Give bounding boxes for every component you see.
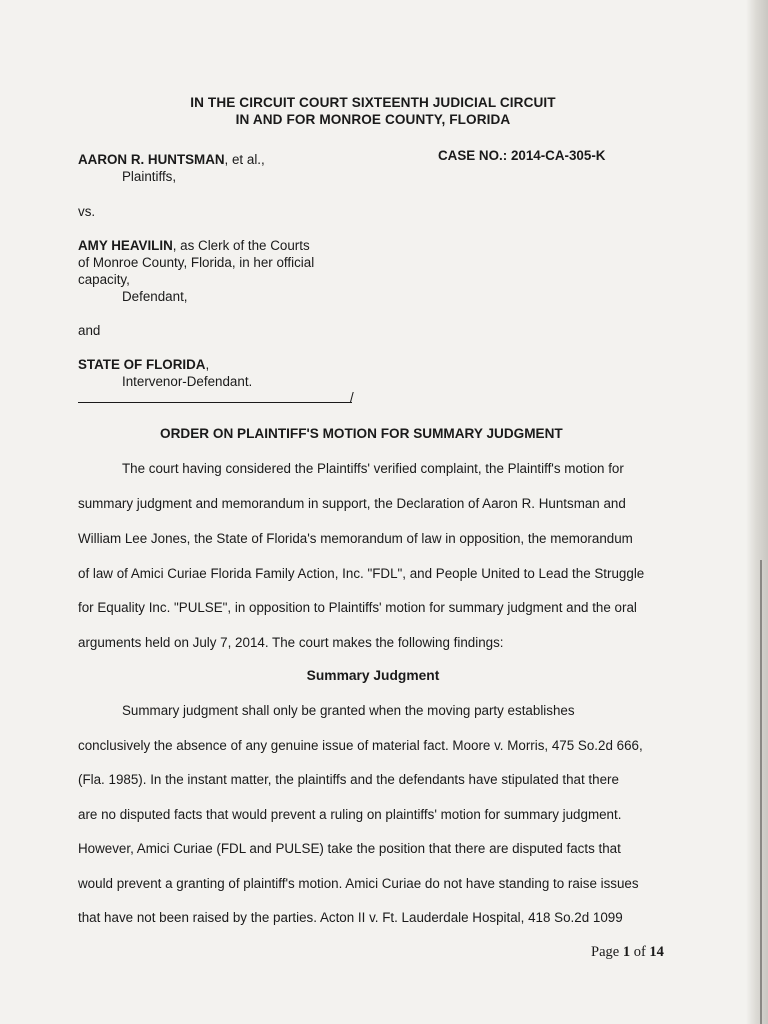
court-heading-line2: IN AND FOR MONROE COUNTY, FLORIDA bbox=[235, 112, 511, 127]
paragraph1-line1: The court having considered the Plaintiffs' verified complaint, the Plaintiff's motion for bbox=[122, 461, 624, 476]
paragraph2-line5: However, Amici Curiae (FDL and PULSE) take the position that there are disputed facts that bbox=[78, 841, 621, 856]
case-number-line bbox=[438, 147, 605, 164]
paragraph2-line3: (Fla. 1985). In the instant matter, the plaintiffs and the defendants have stipulated that there bbox=[78, 772, 619, 787]
court-heading-line1: IN THE CIRCUIT COURT SIXTEENTH JUDICIAL CIRCUIT bbox=[190, 95, 556, 110]
versus-text: vs. bbox=[78, 204, 96, 219]
page-number bbox=[591, 944, 664, 961]
paragraph1-line3: William Lee Jones, the State of Florida's memorandum of law in opposition, the memorandum bbox=[78, 531, 633, 546]
paragraph2-line2: conclusively the absence of any genuine issue of material fact. Moore v. Morris, 475 So.2d 666, bbox=[78, 738, 643, 753]
paragraph2-line1: Summary judgment shall only be granted when the moving party establishes bbox=[122, 703, 575, 718]
caption-rule bbox=[78, 402, 352, 403]
paragraph2-line7: that have not been raised by the parties. Acton II v. Ft. Lauderdale Hospital, 418 So.2d 1099 bbox=[78, 910, 623, 925]
intervenor-name: STATE OF FLORIDA bbox=[78, 357, 206, 372]
paragraph1-line2: summary judgment and memorandum in support, the Declaration of Aaron R. Huntsman and bbox=[78, 496, 626, 511]
paragraph2-line6: would prevent a granting of plaintiff's motion. Amici Curiae do not have standing to raise issues bbox=[78, 876, 639, 891]
of-word: of bbox=[633, 944, 646, 960]
paragraph1-line4: of law of Amici Curiae Florida Family Action, Inc. "FDL", and People United to Lead the Struggle bbox=[78, 566, 645, 581]
case-number-label: CASE NO.: bbox=[438, 148, 508, 163]
page-word: Page bbox=[591, 944, 620, 960]
defendant-desc-line3: capacity, bbox=[78, 272, 130, 287]
intervenor-suffix: , bbox=[205, 357, 210, 372]
section-heading-summary-judgment: Summary Judgment bbox=[306, 668, 440, 683]
order-title: ORDER ON PLAINTIFF'S MOTION FOR SUMMARY JUDGMENT bbox=[160, 426, 563, 441]
paragraph1-line5: for Equality Inc. "PULSE", in opposition to Plaintiffs' motion for summary judgment and the oral bbox=[78, 600, 637, 615]
case-number-value: 2014-CA-305-K bbox=[510, 148, 606, 163]
plaintiff-line bbox=[78, 151, 265, 168]
caption-rule-slash: / bbox=[350, 390, 354, 405]
intervenor-line bbox=[78, 356, 209, 373]
defendant-name: AMY HEAVILIN bbox=[78, 238, 173, 253]
page-total: 14 bbox=[649, 944, 664, 960]
defendant-line bbox=[78, 237, 310, 254]
page-current: 1 bbox=[622, 944, 631, 960]
plaintiff-role: Plaintiffs, bbox=[122, 169, 177, 184]
defendant-role: Defendant, bbox=[122, 289, 188, 304]
paragraph1-line6: arguments held on July 7, 2014. The court makes the following findings: bbox=[78, 635, 504, 650]
conjunction-and: and bbox=[78, 323, 101, 338]
plaintiff-suffix: , et al., bbox=[224, 152, 265, 167]
defendant-desc1: , as Clerk of the Courts bbox=[172, 238, 310, 253]
plaintiff-name: AARON R. HUNTSMAN bbox=[78, 152, 225, 167]
paragraph2-line4: are no disputed facts that would prevent a ruling on plaintiffs' motion for summary judgment. bbox=[78, 807, 622, 822]
intervenor-role: Intervenor-Defendant. bbox=[122, 374, 253, 389]
defendant-desc-line2: of Monroe County, Florida, in her official bbox=[78, 255, 315, 270]
